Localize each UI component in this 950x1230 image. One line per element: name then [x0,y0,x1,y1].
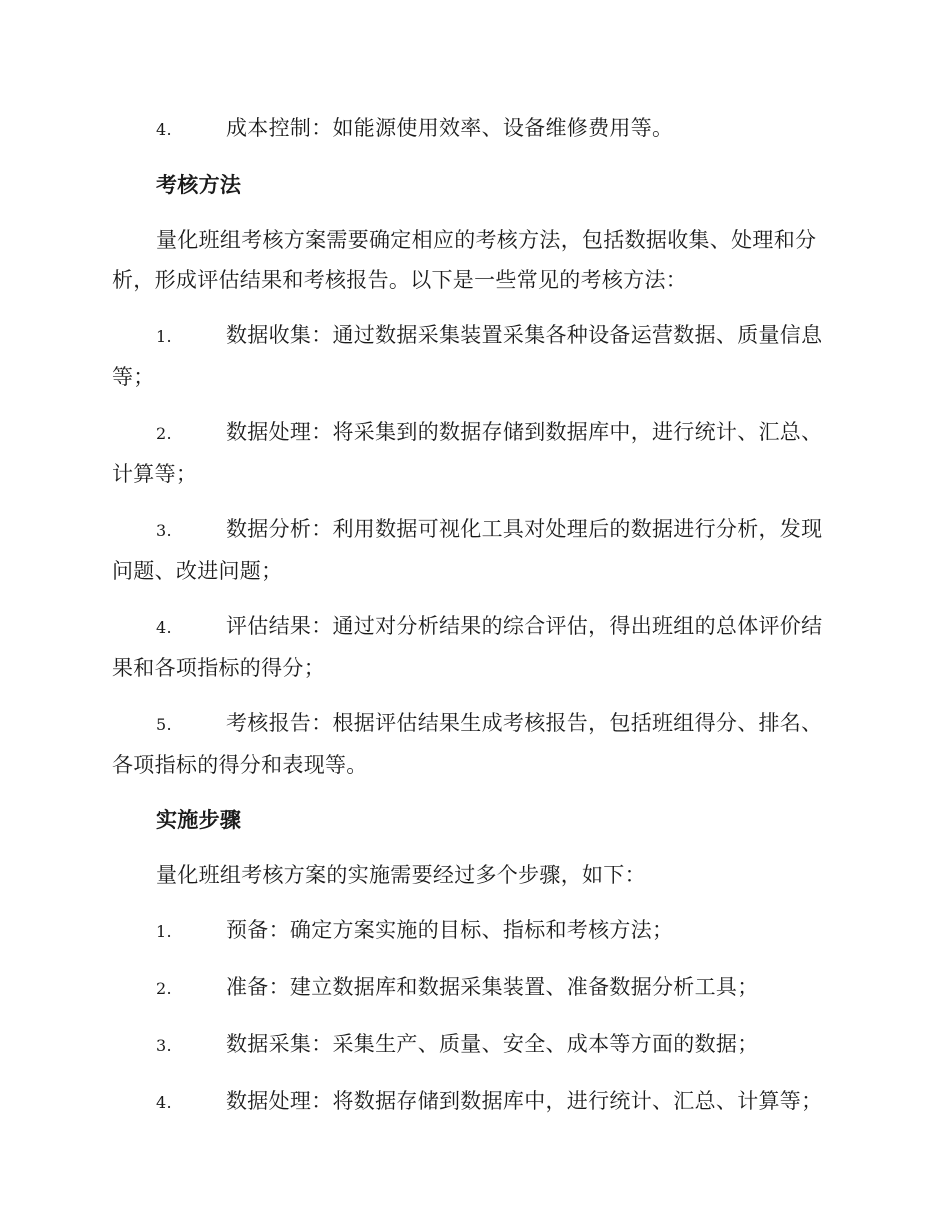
step-item-preparation [112,910,834,952]
list-text: 数据采集：采集生产、质量、安全、成本等方面的数据； [226,1032,759,1056]
list-text: 预备：确定方案实施的目标、指标和考核方法； [226,918,674,942]
assessment-methods-intro: 量化班组考核方案需要确定相应的考核方法，包括数据收集、处理和分析，形成评估结果和考核报告。以下是一些常见的考核方法： [112,228,817,292]
list-text: 数据处理：将数据存储到数据库中，进行统计、汇总、计算等； [226,1089,823,1113]
implementation-intro: 量化班组考核方案的实施需要经过多个步骤，如下： [156,863,646,887]
list-number: 3. [156,1036,172,1055]
list-number: 2. [156,979,172,998]
method-item-evaluation [112,606,834,688]
list-number: 1. [156,327,172,346]
list-number: 4. [156,120,172,139]
list-text: 准备：建立数据库和数据采集装置、准备数据分析工具； [226,975,759,999]
list-number: 1. [156,922,172,941]
list-text: 数据收集：通过数据采集装置采集各种设备运营数据、质量信息等； [112,323,823,389]
method-item-data-analysis [112,509,834,591]
list-number: 3. [156,521,172,540]
document-body [112,108,834,1138]
method-item-report [112,703,834,785]
method-item-data-collection [112,315,834,397]
cost-control-item [112,108,834,150]
list-text: 评估结果：通过对分析结果的综合评估，得出班组的总体评价结果和各项指标的得分； [112,614,823,680]
step-item-data-processing [112,1081,834,1123]
section-heading-implementation-steps: 实施步骤 [156,807,242,832]
section-heading-assessment-methods: 考核方法 [156,172,242,197]
list-number: 4. [156,618,172,637]
step-item-setup [112,967,834,1009]
list-text: 数据分析：利用数据可视化工具对处理后的数据进行分析，发现问题、改进问题； [112,517,823,583]
list-text: 考核报告：根据评估结果生成考核报告，包括班组得分、排名、各项指标的得分和表现等。 [112,711,823,777]
method-item-data-processing [112,412,834,494]
list-number: 5. [156,715,172,734]
list-text: 成本控制：如能源使用效率、设备维修费用等。 [226,116,674,140]
list-number: 4. [156,1093,172,1112]
step-item-data-collection [112,1024,834,1066]
list-number: 2. [156,424,172,443]
list-text: 数据处理：将采集到的数据存储到数据库中，进行统计、汇总、计算等； [112,420,823,486]
